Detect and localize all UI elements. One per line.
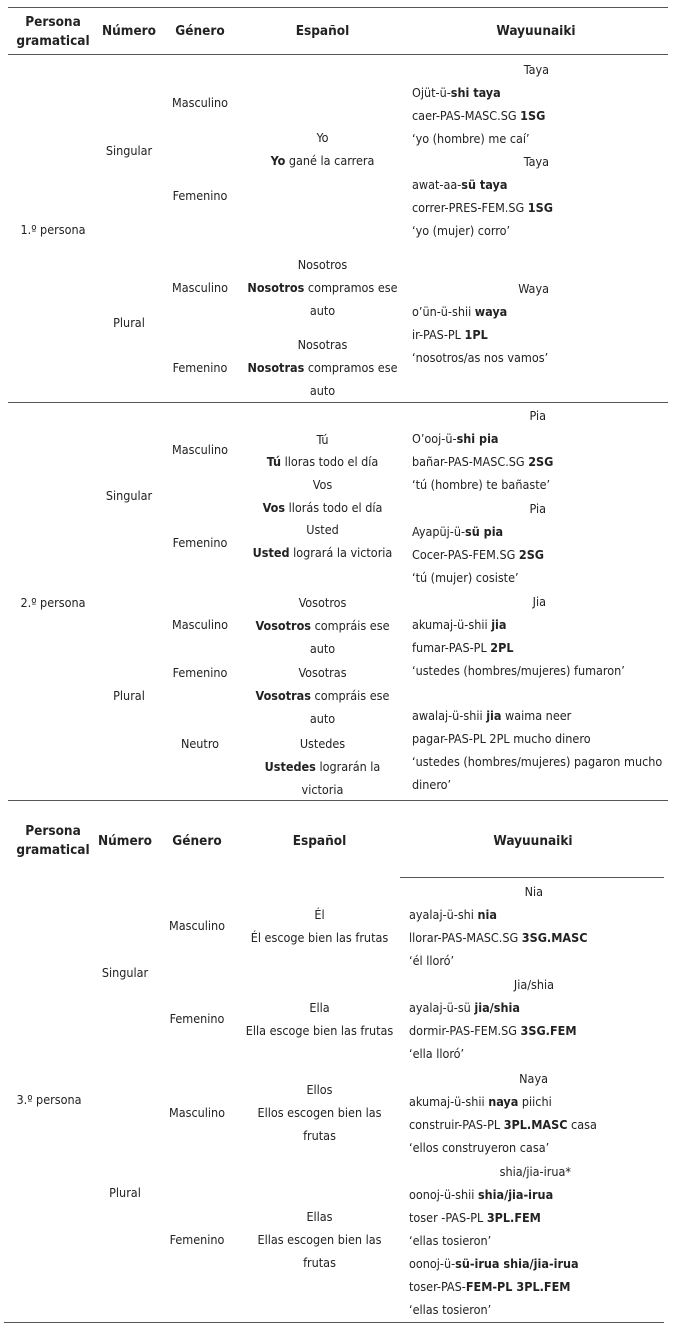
genero-masculino: Masculino [171, 442, 229, 457]
wayuu-line: oonoj-ü-sü-irua shia/jia-irua [409, 1256, 579, 1271]
pronoun-el: Él [314, 907, 325, 922]
example-el: Él escoge bien las frutas [250, 930, 389, 945]
numero-plural: Plural [109, 1185, 141, 1200]
example-tu: Tú lloras todo el día [266, 454, 379, 469]
wayuu-gloss: ‘yo (mujer) corro’ [412, 223, 511, 238]
example-vosotras: Vosotras compráis ese [255, 688, 390, 703]
wayuu-gloss: ‘nosotros/as nos vamos’ [412, 350, 549, 365]
wayuu-gloss: ‘él lloró’ [409, 953, 455, 968]
wayuu-line: correr-PRES-FEM.SG 1SG [412, 200, 553, 215]
header-espanol: Español [295, 23, 350, 39]
wayuu-gloss: ‘ellas tosieron’ [409, 1302, 492, 1317]
example-vosotros: Vosotros compráis ese [255, 618, 390, 633]
table1-header-rule [8, 54, 668, 55]
wayuu-line: akumaj-ü-shii jia [412, 617, 507, 632]
wayuu-line: ayalaj-ü-sü jia/shia [409, 1000, 520, 1015]
pronoun-nosotros: Nosotros [297, 257, 348, 272]
header-numero: Número [101, 23, 157, 39]
wayuu-line: toser -PAS-PL 3PL.FEM [409, 1210, 541, 1225]
example-nosotros-cont: auto [309, 303, 336, 318]
example-usted: Usted logrará la victoria [252, 545, 393, 560]
wayuu-head: Pia [529, 501, 546, 516]
pronoun-ella: Ella [309, 1000, 330, 1015]
wayuu-head: Taya [523, 62, 549, 77]
row-rule [8, 402, 668, 403]
wayuu-line: awat-aa-sü taya [412, 177, 508, 192]
wayuu-line: awalaj-ü-shii jia waima neer [412, 708, 572, 723]
genero-femenino: Femenino [172, 188, 228, 203]
genero-femenino: Femenino [169, 1232, 225, 1247]
pronoun-nosotras: Nosotras [297, 337, 348, 352]
wayuu-gloss: ‘tú (hombre) te bañaste’ [412, 477, 551, 492]
genero-masculino: Masculino [171, 280, 229, 295]
header-genero: Género [175, 23, 225, 39]
header-numero: Número [97, 833, 153, 849]
example-ellas-cont: frutas [303, 1255, 336, 1270]
persona-1: 1.º persona [20, 222, 86, 237]
example-ustedes: Ustedes lograrán la [264, 759, 381, 774]
wayuu-head: Taya [523, 154, 549, 169]
example-ellas: Ellas escogen bien las [257, 1232, 382, 1247]
header-persona: Persona gramatical [16, 823, 90, 858]
wayuu-head: shia/jia-irua* [499, 1164, 571, 1179]
example-nosotras-cont: auto [309, 383, 336, 398]
wayuu-head: Jia [532, 594, 546, 609]
wayuu-line: ir-PAS-PL 1PL [412, 327, 488, 342]
wayuu-gloss: ‘yo (hombre) me caí’ [412, 131, 530, 146]
wayuu-gloss: ‘ustedes (hombres/mujeres) pagaron mucho [412, 754, 663, 769]
genero-masculino: Masculino [168, 1105, 226, 1120]
wayuu-line: o’ün-ü-shii waya [412, 304, 508, 319]
example-nosotros: Nosotros compramos ese [247, 280, 398, 295]
table1-top-rule [8, 7, 668, 8]
wayuu-line: Ojüt-ü-shi taya [412, 85, 501, 100]
example-ellos: Ellos escogen bien las [257, 1105, 382, 1120]
wayuu-gloss: ‘ella lloró’ [409, 1046, 465, 1061]
wayuu-gloss: ‘ustedes (hombres/mujeres) fumaron’ [412, 663, 625, 678]
wayuu-line: Ayapüj-ü-sü pia [412, 524, 504, 539]
example-nosotras: Nosotras compramos ese [247, 360, 398, 375]
wayuu-gloss-cont: dinero’ [412, 777, 452, 792]
genero-femenino: Femenino [172, 665, 228, 680]
pronoun-vosotras: Vosotras [298, 665, 347, 680]
example-ellos-cont: frutas [303, 1128, 336, 1143]
pronoun-vos: Vos [312, 477, 333, 492]
example-vosotras-cont: auto [309, 711, 336, 726]
genero-masculino: Masculino [171, 617, 229, 632]
table1-bottom-rule [8, 800, 668, 801]
header-genero: Género [172, 833, 222, 849]
pronoun-ustedes: Ustedes [299, 736, 346, 751]
genero-femenino: Femenino [172, 535, 228, 550]
wayuu-line: caer-PAS-MASC.SG 1SG [412, 108, 546, 123]
table2-bottom-rule [4, 1322, 664, 1323]
header-persona: Persona gramatical [16, 14, 90, 49]
wayuu-gloss: ‘ellos construyeron casa’ [409, 1140, 550, 1155]
wayuu-line: ayalaj-ü-shi nia [409, 907, 497, 922]
genero-femenino: Femenino [169, 1011, 225, 1026]
numero-singular: Singular [105, 143, 153, 158]
header-wayuunaiki: Wayuunaiki [496, 23, 576, 39]
wayuu-line: oonoj-ü-shii shia/jia-irua [409, 1187, 554, 1202]
wayuu-line: fumar-PAS-PL 2PL [412, 640, 514, 655]
numero-plural: Plural [113, 315, 145, 330]
pronoun-ellas: Ellas [306, 1209, 333, 1224]
example-yo: Yo gané la carrera [270, 153, 375, 168]
wayuu-head: Naya [519, 1071, 548, 1086]
wayuu-line: dormir-PAS-FEM.SG 3SG.FEM [409, 1023, 577, 1038]
pronoun-ellos: Ellos [306, 1082, 333, 1097]
wayuu-head: Nia [524, 884, 543, 899]
wayuu-line: construir-PAS-PL 3PL.MASC casa [409, 1117, 597, 1132]
example-ustedes-cont: victoria [301, 782, 344, 797]
table2-header-rule [400, 877, 664, 878]
wayuu-line: toser-PAS-FEM-PL 3PL.FEM [409, 1279, 571, 1294]
persona-2: 2.º persona [20, 595, 86, 610]
example-vos: Vos llorás todo el día [262, 500, 383, 515]
genero-neutro: Neutro [180, 736, 220, 751]
wayuu-line: akumaj-ü-shii naya piichi [409, 1094, 552, 1109]
wayuu-line: bañar-PAS-MASC.SG 2SG [412, 454, 554, 469]
wayuu-line: pagar-PAS-PL 2PL mucho dinero [412, 731, 591, 746]
wayuu-line: llorar-PAS-MASC.SG 3SG.MASC [409, 930, 588, 945]
wayuu-line: O’ooj-ü-shi pia [412, 431, 499, 446]
header-espanol: Español [292, 833, 347, 849]
wayuu-gloss: ‘ellas tosieron’ [409, 1233, 492, 1248]
numero-singular: Singular [101, 965, 149, 980]
pronoun-vosotros: Vosotros [298, 595, 347, 610]
pronoun-yo: Yo [316, 130, 329, 145]
wayuu-line: Cocer-PAS-FEM.SG 2SG [412, 547, 545, 562]
numero-plural: Plural [113, 688, 145, 703]
header-wayuunaiki: Wayuunaiki [493, 833, 573, 849]
pronoun-tu: Tú [316, 432, 329, 447]
wayuu-head: Pia [529, 408, 546, 423]
example-ella: Ella escoge bien las frutas [245, 1023, 394, 1038]
wayuu-head: Waya [518, 281, 549, 296]
wayuu-gloss: ‘tú (mujer) cosiste’ [412, 570, 519, 585]
genero-femenino: Femenino [172, 360, 228, 375]
wayuu-head: Jia/shia [513, 977, 554, 992]
numero-singular: Singular [105, 488, 153, 503]
persona-3: 3.º persona [16, 1092, 82, 1107]
genero-masculino: Masculino [168, 918, 226, 933]
pronoun-usted: Usted [306, 522, 339, 537]
example-vosotros-cont: auto [309, 641, 336, 656]
genero-masculino: Masculino [171, 95, 229, 110]
